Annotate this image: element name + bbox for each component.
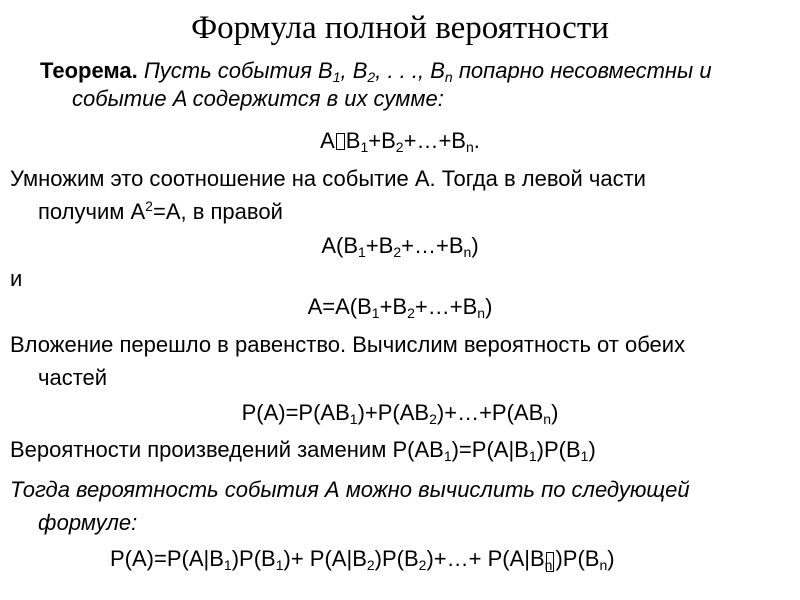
equation-subset: A $B_1+B_2+\dots+B_n$.: [320, 128, 480, 155]
equation-right-side: $A(B_1+B_2+\dots+B_n)$: [321, 233, 479, 260]
theorem-label: Теорема.: [40, 58, 138, 83]
paragraph-3: Вероятности произведений заменим $P(AB_1)=P(A|B_1)P(B_1)$: [10, 437, 596, 464]
paragraph-4-line-2: формуле:: [38, 510, 138, 535]
theorem-line-2: событие A содержится в их сумме:: [72, 86, 444, 111]
paragraph-4-line-1: Тогда вероятность события А можно вычислить по следующей: [10, 477, 690, 502]
page-title: Формула полной вероятности: [191, 10, 609, 46]
equation-probability-sum: $P(A)=P(AB_1)+P(AB_2)+\dots+P(AB_n)$: [241, 400, 559, 427]
overlap-artifact-box: [546, 552, 554, 572]
theorem-text: Пусть события $B_1$, $B_2$, . . ., $B_n$ попарно несовместны и: [143, 58, 712, 85]
and-word: и: [10, 266, 23, 291]
paragraph-2-line-1: Вложение перешло в равенство. Вычислим вероятность от обеих: [10, 332, 686, 357]
paragraph-2-line-2: частей: [38, 365, 108, 390]
subset-symbol-box: [336, 133, 345, 150]
paragraph-1-line-2: получим $A^2=A$, в правой: [38, 198, 283, 224]
theorem-line-1: [40, 58, 712, 85]
equation-a-equals: $A=A(B_1+B_2+\dots+B_n)$: [307, 294, 493, 321]
equation-total-probability: $P(A)=P(A|B_1)P(B_1)+$ $P(A|B_2)P(B_2)+\dots+ P(A|B_n$ )$P(B_n)$: [110, 546, 615, 573]
paragraph-1-line-1: Умножим это соотношение на событие А. Тогда в левой части: [10, 166, 646, 191]
